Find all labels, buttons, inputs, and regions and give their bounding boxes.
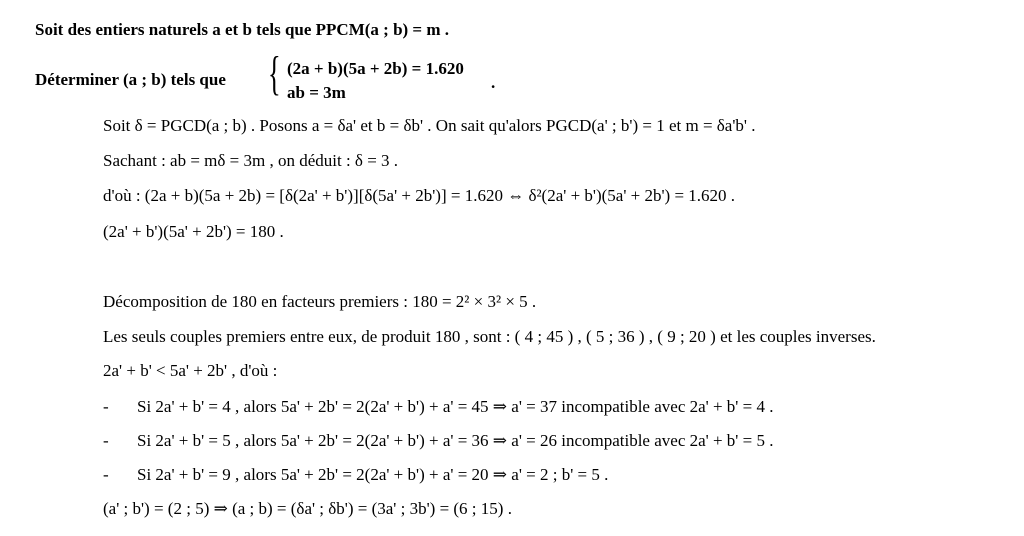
solution-line-5: Décomposition de 180 en facteurs premiers : 180 = 2² × 3² × 5 . [103, 292, 537, 311]
case-line-3: Si 2a' + b' = 9 , alors 5a' + 2b' = 2(2a' + b') + a' = 20 ⇒ a' = 2 ; b' = 5 . [137, 465, 609, 484]
solution-line-2: Sachant : ab = mδ = 3m , on déduit : δ = 3 . [103, 151, 399, 170]
problem-statement: Soit des entiers naturels a et b tels que PPCM(a ; b) = m . [35, 20, 450, 39]
solution-line-3: d'où : (2a + b)(5a + 2b) = [δ(2a' + b')][δ(5a' + 2b')] = 1.620 ⇔ δ²(2a' + b')(5a' + 2b') = 1.620 . [103, 186, 736, 205]
solution-line-6: Les seuls couples premiers entre eux, de produit 180 , sont : ( 4 ; 45 ) , ( 5 ; 36 ) , ( 9 ; 20 ) et les couples inverses. [103, 327, 876, 346]
solution-line-7: 2a' + b' < 5a' + 2b' , d'où : [103, 361, 278, 380]
case-line-1: Si 2a' + b' = 4 , alors 5a' + 2b' = 2(2a' + b') + a' = 45 ⇒ a' = 37 incompatible avec 2a' + b' = 4 . [137, 397, 774, 416]
system-equation-2: ab = 3m [287, 83, 346, 102]
solution-line-4: (2a' + b')(5a' + 2b') = 180 . [103, 222, 284, 241]
system-period: . [491, 73, 496, 92]
equation-system [287, 57, 464, 105]
system-brace: { [268, 47, 281, 100]
determine-label: Déterminer (a ; b) tels que [35, 70, 226, 89]
case-marker-2: - [103, 431, 109, 450]
case-marker-1: - [103, 397, 109, 416]
system-equation-1: (2a + b)(5a + 2b) = 1.620 [287, 59, 464, 78]
case-marker-3: - [103, 465, 109, 484]
case-line-2: Si 2a' + b' = 5 , alors 5a' + 2b' = 2(2a' + b') + a' = 36 ⇒ a' = 26 incompatible avec 2a' + b' = 5 . [137, 431, 774, 450]
solution-conclusion: (a' ; b') = (2 ; 5) ⇒ (a ; b) = (δa' ; δb') = (3a' ; 3b') = (6 ; 15) . [103, 499, 512, 518]
solution-line-1: Soit δ = PGCD(a ; b) . Posons a = δa' et b = δb' . On sait qu'alors PGCD(a' ; b') = 1 et m = δa'b' . [103, 116, 756, 135]
